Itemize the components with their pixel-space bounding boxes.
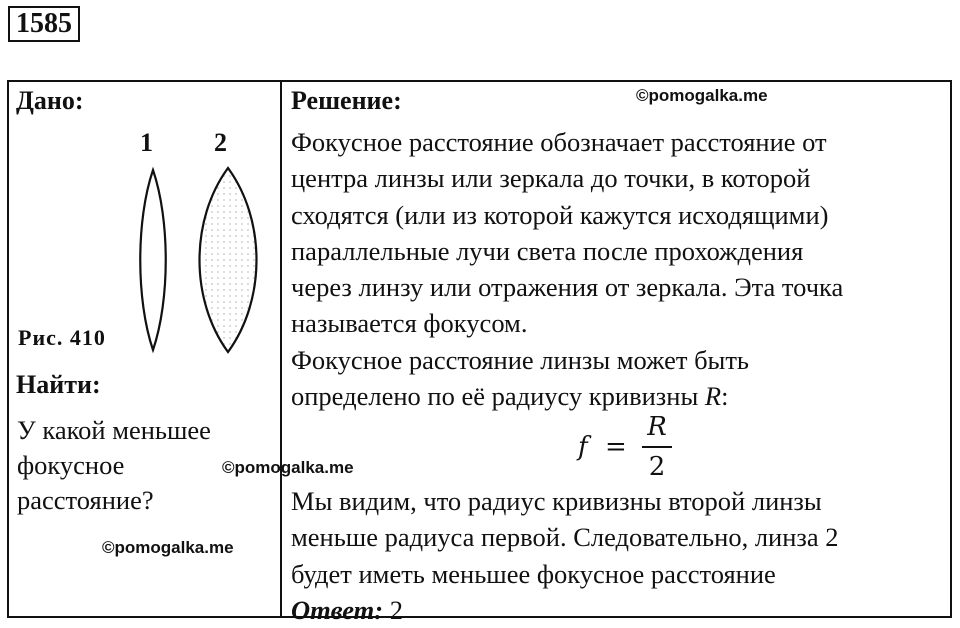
formula-numerator: R	[647, 412, 667, 442]
formula-denominator: 2	[648, 452, 666, 482]
find-line: фокусное	[17, 450, 125, 480]
solution-line: называется фокусом.	[291, 308, 528, 339]
solution-line: параллельные лучи света после прохождения	[291, 235, 804, 266]
answer-value: 2	[389, 594, 403, 625]
lens-1-shape	[140, 170, 166, 350]
conclusion-line: меньше радиуса первой. Следовательно, линза 2	[291, 522, 839, 553]
watermark: ©pomogalka.me	[222, 458, 354, 477]
solution-line: Фокусное расстояние обозначает расстояние от	[291, 127, 827, 157]
answer-line	[291, 592, 946, 628]
figure-label: Рис. 410	[18, 325, 106, 350]
answer-label: Ответ:	[291, 594, 384, 625]
solution-line: Фокусное расстояние линзы может быть	[291, 344, 750, 375]
formula-equals: =	[605, 432, 627, 462]
find-line: У какой меньшее	[17, 415, 211, 445]
watermark: ©pomogalka.me	[102, 538, 234, 557]
solution-line: через линзу или отражения от зеркала. Эта точка	[291, 272, 844, 303]
lens-2-number: 2	[214, 128, 227, 157]
lens-figure	[0, 0, 300, 360]
find-heading: Найти:	[16, 370, 101, 399]
radius-text: определено по её радиусу кривизны	[291, 381, 705, 412]
problem-number: 1585	[8, 6, 80, 42]
solution-body	[291, 124, 946, 414]
solution-heading: Решение:	[291, 86, 402, 115]
formula-lhs: f	[578, 432, 588, 462]
find-question	[17, 413, 211, 518]
conclusion-line: Мы видим, что радиус кривизны второй линзы	[291, 486, 822, 516]
find-line: расстояние?	[17, 485, 154, 515]
solution-line	[291, 378, 946, 414]
lens-1-number: 1	[140, 128, 153, 157]
formula-fraction	[640, 412, 674, 482]
solution-conclusion	[291, 483, 946, 628]
fraction-bar	[642, 446, 672, 448]
solution-line: сходятся (или из которой кажутся исходящими)	[291, 199, 829, 230]
watermark: ©pomogalka.me	[636, 86, 768, 105]
solution-line: центра линзы или зеркала до точки, в которой	[291, 163, 811, 194]
given-heading: Дано:	[16, 86, 84, 115]
radius-colon: :	[721, 381, 729, 412]
radius-variable: R	[704, 381, 722, 412]
lens-2-shape	[200, 168, 257, 352]
conclusion-line: будет иметь меньшее фокусное расстояние	[291, 558, 776, 589]
